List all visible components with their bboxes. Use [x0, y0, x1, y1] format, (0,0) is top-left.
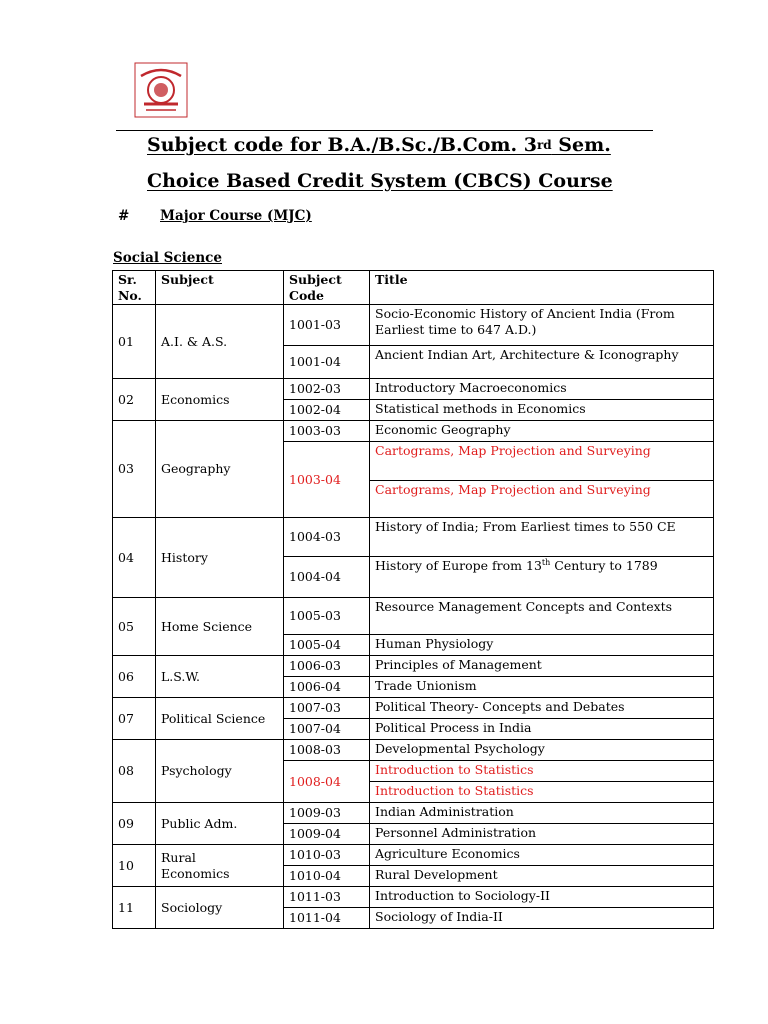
- subject-code-cell: 1010-03: [284, 845, 370, 866]
- column-header-title: Title: [370, 271, 714, 305]
- column-header-sr: Sr. No.: [113, 271, 156, 305]
- title-cell: Agriculture Economics: [370, 845, 714, 866]
- section-heading: Social Science: [113, 250, 222, 266]
- subject-code-cell: 1003-03: [284, 421, 370, 442]
- table-row: [113, 845, 714, 866]
- title-cell: Political Theory- Concepts and Debates: [370, 698, 714, 719]
- subject-code-cell: 1005-03: [284, 598, 370, 635]
- column-header-code: Subject Code: [284, 271, 370, 305]
- table-header-row: [113, 271, 714, 305]
- table-row: [113, 305, 714, 346]
- university-logo: [134, 62, 188, 118]
- subject-cell: Economics: [156, 379, 284, 421]
- column-header-subject: Subject: [156, 271, 284, 305]
- subject-cell: Political Science: [156, 698, 284, 740]
- subject-code-cell: 1007-03: [284, 698, 370, 719]
- table-row: [113, 598, 714, 635]
- subject-cell: Sociology: [156, 887, 284, 929]
- title-cell: Introductory Macroeconomics: [370, 379, 714, 400]
- title-cell: Introduction to Statistics: [370, 782, 714, 803]
- subject-code-cell: 1002-04: [284, 400, 370, 421]
- title-cell: Introduction to Sociology-II: [370, 887, 714, 908]
- page-title: Subject code for B.A./B.Sc./B.Com. 3rd Sem.: [147, 134, 611, 156]
- title-cell: Rural Development: [370, 866, 714, 887]
- subject-code-cell: 1004-03: [284, 518, 370, 557]
- subject-code-cell: 1006-04: [284, 677, 370, 698]
- subject-cell: A.I. & A.S.: [156, 305, 284, 379]
- subject-cell: L.S.W.: [156, 656, 284, 698]
- page-subtitle: Choice Based Credit System (CBCS) Course: [147, 170, 613, 192]
- sr-no-cell: 05: [113, 598, 156, 656]
- title-cell: Cartograms, Map Projection and Surveying: [370, 442, 714, 481]
- title-cell: Resource Management Concepts and Contexts: [370, 598, 714, 635]
- table-row: [113, 740, 714, 761]
- hash-marker: #: [118, 208, 130, 224]
- subject-code-cell: 1009-03: [284, 803, 370, 824]
- title-cell: History of Europe from 13th Century to 1789: [370, 557, 714, 598]
- subject-cell: Home Science: [156, 598, 284, 656]
- subject-code-cell: 1011-04: [284, 908, 370, 929]
- subject-code-cell: 1006-03: [284, 656, 370, 677]
- sr-no-cell: 02: [113, 379, 156, 421]
- table-row: [113, 887, 714, 908]
- subject-code-cell: 1005-04: [284, 635, 370, 656]
- subject-cell: Rural Economics: [156, 845, 284, 887]
- sr-no-cell: 10: [113, 845, 156, 887]
- title-cell: Personnel Administration: [370, 824, 714, 845]
- title-cell: Economic Geography: [370, 421, 714, 442]
- title-cell: Cartograms, Map Projection and Surveying: [370, 481, 714, 518]
- sr-no-cell: 07: [113, 698, 156, 740]
- title-cell: Statistical methods in Economics: [370, 400, 714, 421]
- title-cell: Political Process in India: [370, 719, 714, 740]
- title-cell: Developmental Psychology: [370, 740, 714, 761]
- subject-code-cell: 1001-04: [284, 346, 370, 379]
- table-row: [113, 698, 714, 719]
- title-cell: Sociology of India-II: [370, 908, 714, 929]
- subject-cell: Public Adm.: [156, 803, 284, 845]
- table-row: [113, 379, 714, 400]
- sr-no-cell: 11: [113, 887, 156, 929]
- sr-no-cell: 01: [113, 305, 156, 379]
- title-cell: Indian Administration: [370, 803, 714, 824]
- title-cell: History of India; From Earliest times to 550 CE: [370, 518, 714, 557]
- sr-no-cell: 03: [113, 421, 156, 518]
- subject-code-cell: 1009-04: [284, 824, 370, 845]
- subject-code-table: [112, 270, 714, 929]
- subject-code-cell: 1010-04: [284, 866, 370, 887]
- subject-code-cell: 1011-03: [284, 887, 370, 908]
- subject-cell: Geography: [156, 421, 284, 518]
- table-row: [113, 656, 714, 677]
- subject-cell: Psychology: [156, 740, 284, 803]
- sr-no-cell: 06: [113, 656, 156, 698]
- subject-code-cell: 1002-03: [284, 379, 370, 400]
- title-cell: Human Physiology: [370, 635, 714, 656]
- major-course-heading: Major Course (MJC): [160, 208, 312, 224]
- table-row: [113, 518, 714, 557]
- subject-code-cell: 1008-03: [284, 740, 370, 761]
- sr-no-cell: 08: [113, 740, 156, 803]
- title-cell: Trade Unionism: [370, 677, 714, 698]
- sr-no-cell: 04: [113, 518, 156, 598]
- subject-code-cell: 1004-04: [284, 557, 370, 598]
- subject-code-cell: 1003-04: [284, 442, 370, 518]
- subject-code-cell: 1007-04: [284, 719, 370, 740]
- sr-no-cell: 09: [113, 803, 156, 845]
- title-cell: Ancient Indian Art, Architecture & Iconography: [370, 346, 714, 379]
- header-rule: [116, 130, 653, 131]
- title-cell: Introduction to Statistics: [370, 761, 714, 782]
- table-row: [113, 803, 714, 824]
- table-row: [113, 421, 714, 442]
- title-cell: Socio-Economic History of Ancient India (From Earliest time to 647 A.D.): [370, 305, 714, 346]
- subject-code-cell: 1008-04: [284, 761, 370, 803]
- subject-code-cell: 1001-03: [284, 305, 370, 346]
- subject-cell: History: [156, 518, 284, 598]
- title-cell: Principles of Management: [370, 656, 714, 677]
